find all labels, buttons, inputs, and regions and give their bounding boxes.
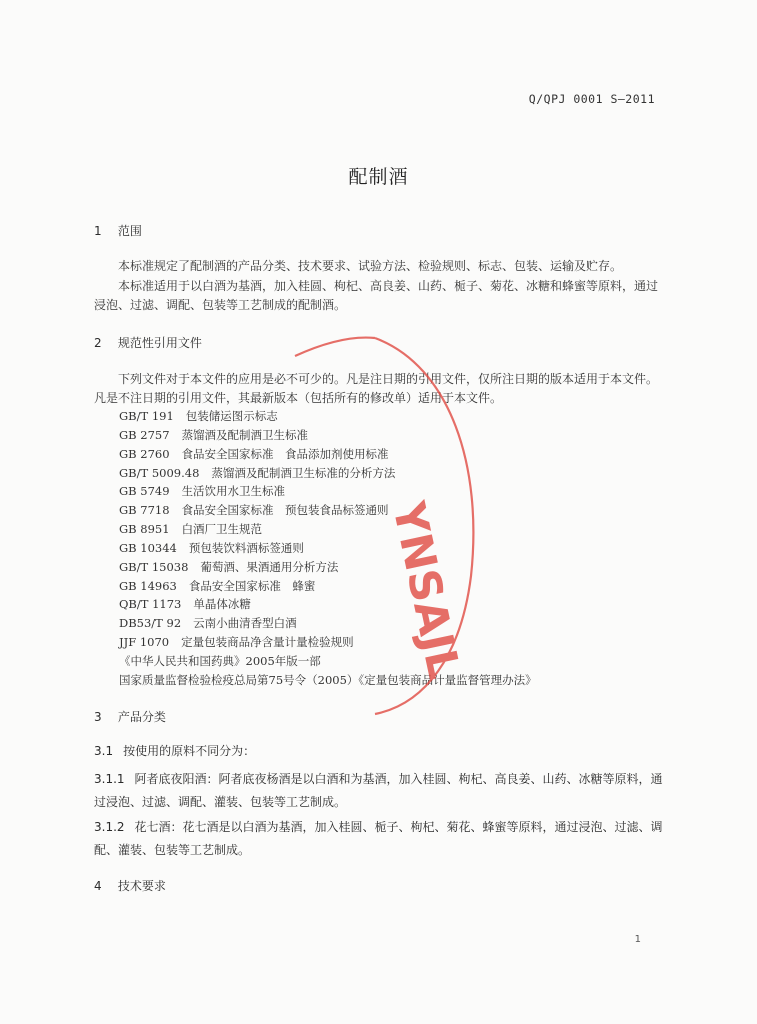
reference-item: QB/T 1173 单晶体冰糖 (119, 597, 251, 612)
section-title: 产品分类 (117, 710, 166, 724)
normative-reference-list (119, 407, 537, 690)
reference-item: GB 14963 食品安全国家标准 蜂蜜 (119, 578, 316, 593)
section-number: 3 (94, 710, 102, 724)
page-title: 配制酒 (348, 166, 409, 188)
reference-item: GB/T 15038 葡萄酒、果酒通用分析方法 (119, 559, 339, 574)
clause-number: 3.1.2 (94, 820, 125, 834)
reference-item: GB 2757 蒸馏酒及配制酒卫生标准 (119, 427, 309, 442)
section-1-heading (94, 222, 142, 239)
section-number: 4 (94, 879, 102, 893)
section-3-heading (94, 708, 166, 725)
reference-item: 国家质量监督检验检疫总局第75号令（2005）《定量包装商品计量监督管理办法》 (119, 672, 537, 687)
section-title: 范围 (117, 224, 142, 238)
clause-text: 阿者底夜阳酒：阿者底夜杨酒是以白酒和为基酒，加入桂圆、枸杞、高良姜、山药、冰糖等原料，通过浸泡、过滤、调配、灌装、包装等工艺制成。 (94, 772, 663, 809)
section-2-heading (94, 334, 202, 351)
section-title: 技术要求 (117, 879, 166, 893)
clause-text: 按使用的原料不同分为： (123, 744, 256, 758)
section-number: 2 (94, 336, 102, 350)
document-number: Q/QPJ 0001 S—2011 (528, 92, 655, 106)
section-4-heading (94, 877, 166, 894)
section-1-paragraph-2: 本标准适用于以白酒为基酒，加入桂圆、枸杞、高良姜、山药、栀子、菊花、冰糖和蜂蜜等原料，通过浸泡、过滤、调配、包装等工艺制成的配制酒。 (94, 279, 659, 312)
clause-number: 3.1 (94, 744, 114, 758)
reference-item: GB/T 5009.48 蒸馏酒及配制酒卫生标准的分析方法 (119, 465, 396, 480)
clause-number: 3.1.1 (94, 772, 125, 786)
section-title: 规范性引用文件 (117, 336, 202, 350)
reference-item: JJF 1070 定量包装商品净含量计量检验规则 (119, 635, 354, 650)
stamp-text: YNSAJL (382, 497, 470, 684)
reference-item: GB 10344 预包装饮料酒标签通则 (119, 540, 304, 555)
clause-3-1-1 (94, 768, 664, 814)
clause-3-1-2 (94, 816, 664, 862)
reference-item: DB53/T 92 云南小曲清香型白酒 (119, 616, 297, 631)
clause-text: 花七酒：花七酒是以白酒为基酒，加入桂圆、栀子、枸杞、菊花、蜂蜜等原料，通过浸泡、过滤、调配、灌装、包装等工艺制成。 (94, 820, 663, 857)
reference-item: GB 7718 食品安全国家标准 预包装食品标签通则 (119, 503, 389, 518)
section-2-intro: 下列文件对于本文件的应用是必不可少的。凡是注日期的引用文件，仅所注日期的版本适用于本文件。凡是不注日期的引用文件，其最新版本（包括所有的修改单）适用于本文件。 (94, 372, 659, 405)
reference-item: GB/T 191 包装储运图示标志 (119, 409, 278, 423)
page-number: 1 (634, 934, 641, 945)
section-number: 1 (94, 224, 102, 238)
reference-item: GB 5749 生活饮用水卫生标准 (119, 484, 286, 499)
section-1-paragraph-1: 本标准规定了配制酒的产品分类、技术要求、试验方法、检验规则、标志、包装、运输及贮存。 (118, 259, 623, 273)
clause-3-1 (94, 740, 664, 763)
reference-item: 《中华人民共和国药典》2005年版一部 (119, 653, 321, 668)
reference-item: GB 8951 白酒厂卫生规范 (119, 522, 263, 537)
reference-item: GB 2760 食品安全国家标准 食品添加剂使用标准 (119, 446, 389, 461)
stamp-top-arc (295, 338, 375, 356)
